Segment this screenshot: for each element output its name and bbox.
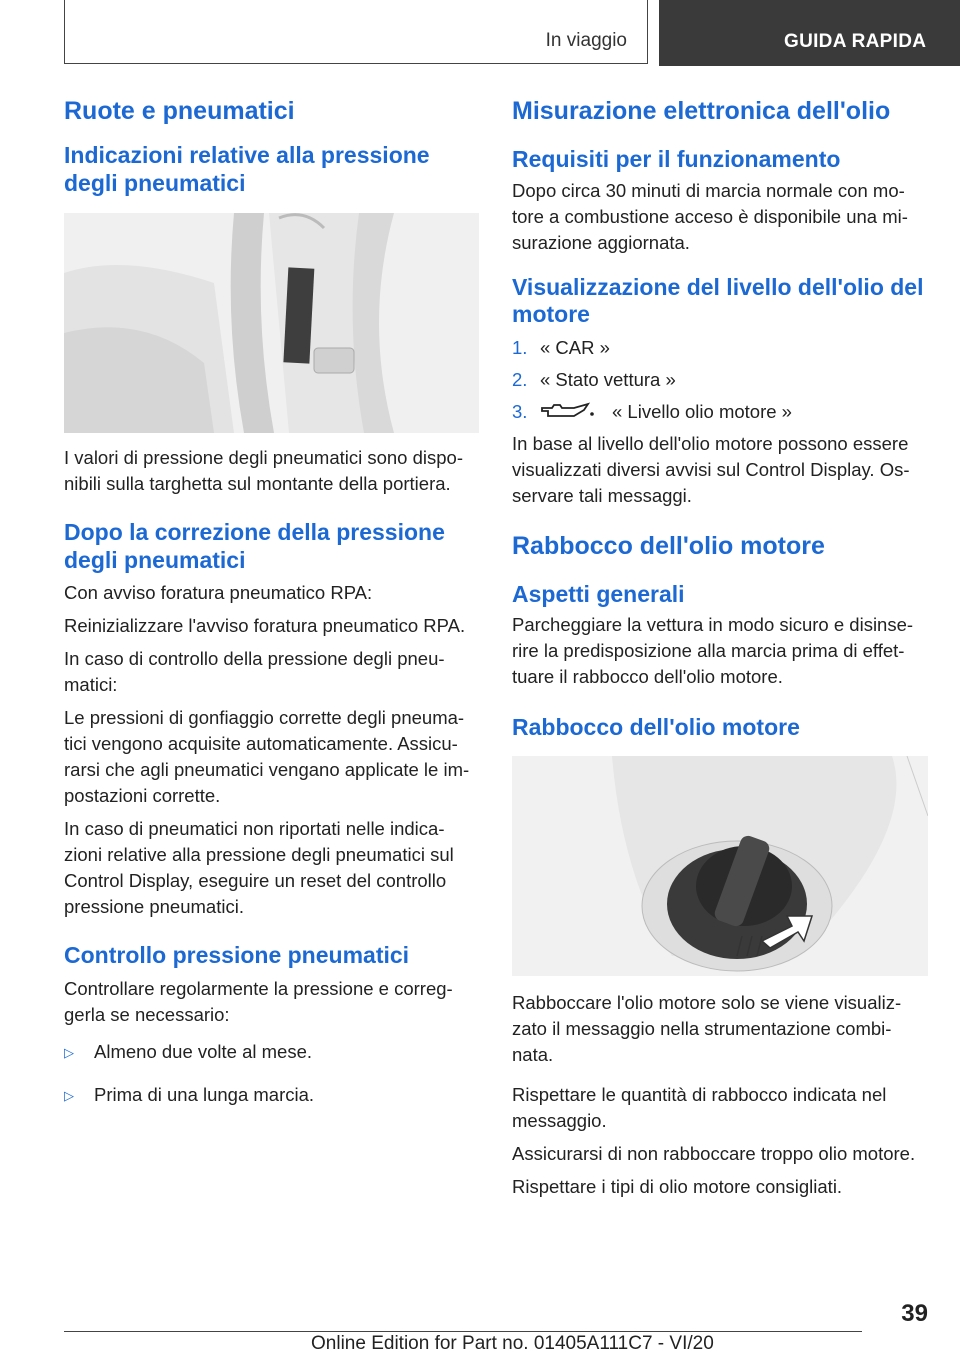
subtitle-after-correction: Dopo la correzione della pressione degli pneumatici <box>64 519 445 573</box>
oil-types-text: Rispettare i tipi di olio motore consigliati. <box>512 1175 843 1197</box>
reset-instructions-text: In caso di pneumatici non riportati nelle indica-zioni relative alla pressione degli pneumatici sul Control Display, eseguire un reset del controllo pressione pneumatici. <box>64 818 454 918</box>
oil-can-icon <box>540 402 596 422</box>
oil-cap-illustration <box>512 756 928 976</box>
header-box <box>64 0 648 64</box>
subtitle-general: Aspetti generali <box>512 580 685 607</box>
page-number: 39 <box>901 1300 928 1327</box>
pressure-control-text: In caso di controllo della pressione degli pneu-matici: <box>64 648 445 696</box>
pressure-info-text: I valori di pressione degli pneumatici sono dispo-nibili sulla targhetta sul montante della portiera. <box>64 447 463 495</box>
step-item: 1. « CAR » <box>512 336 610 358</box>
section-title-oil-refill: Rabbocco dell'olio motore <box>512 531 825 560</box>
oil-level-text: In base al livello dell'olio motore possono essere visualizzati diversi avvisi sul Control Display. Os-servare tali messaggi. <box>512 432 910 506</box>
door-pillar-image <box>64 213 479 433</box>
triangle-bullet-icon: ▷ <box>64 1087 74 1103</box>
right-column <box>512 96 928 1200</box>
refill-quantity-text: Rispettare le quantità di rabbocco indicata nel messaggio. <box>512 1083 887 1131</box>
list-item: ▷ Almeno due volte al mese. <box>64 1039 479 1066</box>
general-text: Parcheggiare la vettura in modo sicuro e disinse-rire la predisposizione alla marcia prima di effet-tuare il rabbocco dell'olio motore. <box>512 614 914 688</box>
door-pillar-illustration <box>64 213 479 433</box>
auto-acquire-text: Le pressioni di gonfiaggio corrette degli pneuma-tici vengono acquisite automaticamente. Assicu-rarsi che agli pneumatici vengano applicate le im-postazioni corrette. <box>64 707 470 807</box>
step-item: 3. « Livello olio motore » <box>512 400 792 422</box>
section-title-oil-measure: Misurazione elettronica dell'olio <box>512 97 891 125</box>
footer-divider <box>64 1331 862 1332</box>
left-column <box>64 96 479 1109</box>
rpa-text: Con avviso foratura pneumatico RPA: <box>64 582 373 604</box>
oil-cap-image <box>512 756 928 976</box>
list-item: ▷ Prima di una lunga marcia. <box>64 1082 479 1109</box>
subtitle-requirements: Requisiti per il funzionamento <box>512 146 841 172</box>
header-tab[interactable] <box>659 0 960 66</box>
subtitle-pressure-info: Indicazioni relative alla pressione degli pneumatici <box>64 142 430 196</box>
check-bullet-list <box>64 1039 479 1109</box>
requirements-text: Dopo circa 30 minuti di marcia normale con mo-tore a combustione acceso è disponibile una mi-surazione aggiornata. <box>512 179 908 253</box>
steps-list <box>512 335 928 425</box>
overfill-warning-text: Assicurarsi di non rabboccare troppo olio motore. <box>512 1142 916 1164</box>
triangle-bullet-icon: ▷ <box>64 1044 74 1060</box>
step-item: 2. « Stato vettura » <box>512 368 676 390</box>
section-title-ruote: Ruote e pneumatici <box>64 97 295 125</box>
refill-condition-text: Rabboccare l'olio motore solo se viene visualiz-zato il messaggio nella strumentazione combi-nata. <box>512 991 902 1065</box>
subtitle-pressure-check: Controllo pressione pneumatici <box>64 942 410 969</box>
pressure-check-text: Controllare regolarmente la pressione e correg-gerla se necessario: <box>64 977 453 1025</box>
header-section: In viaggio <box>545 30 627 51</box>
subtitle-oil-level-display: Visualizzazione del livello dell'olio del motore <box>512 273 924 328</box>
rpa-reset-text: Reinizializzare l'avviso foratura pneumatico RPA. <box>64 615 466 637</box>
footer-edition: Online Edition for Part no. 01405A111C7 - VI/20 <box>311 1333 714 1354</box>
subtitle-oil-refill: Rabbocco dell'olio motore <box>512 714 800 741</box>
header-tab-label: GUIDA RAPIDA <box>784 31 927 52</box>
